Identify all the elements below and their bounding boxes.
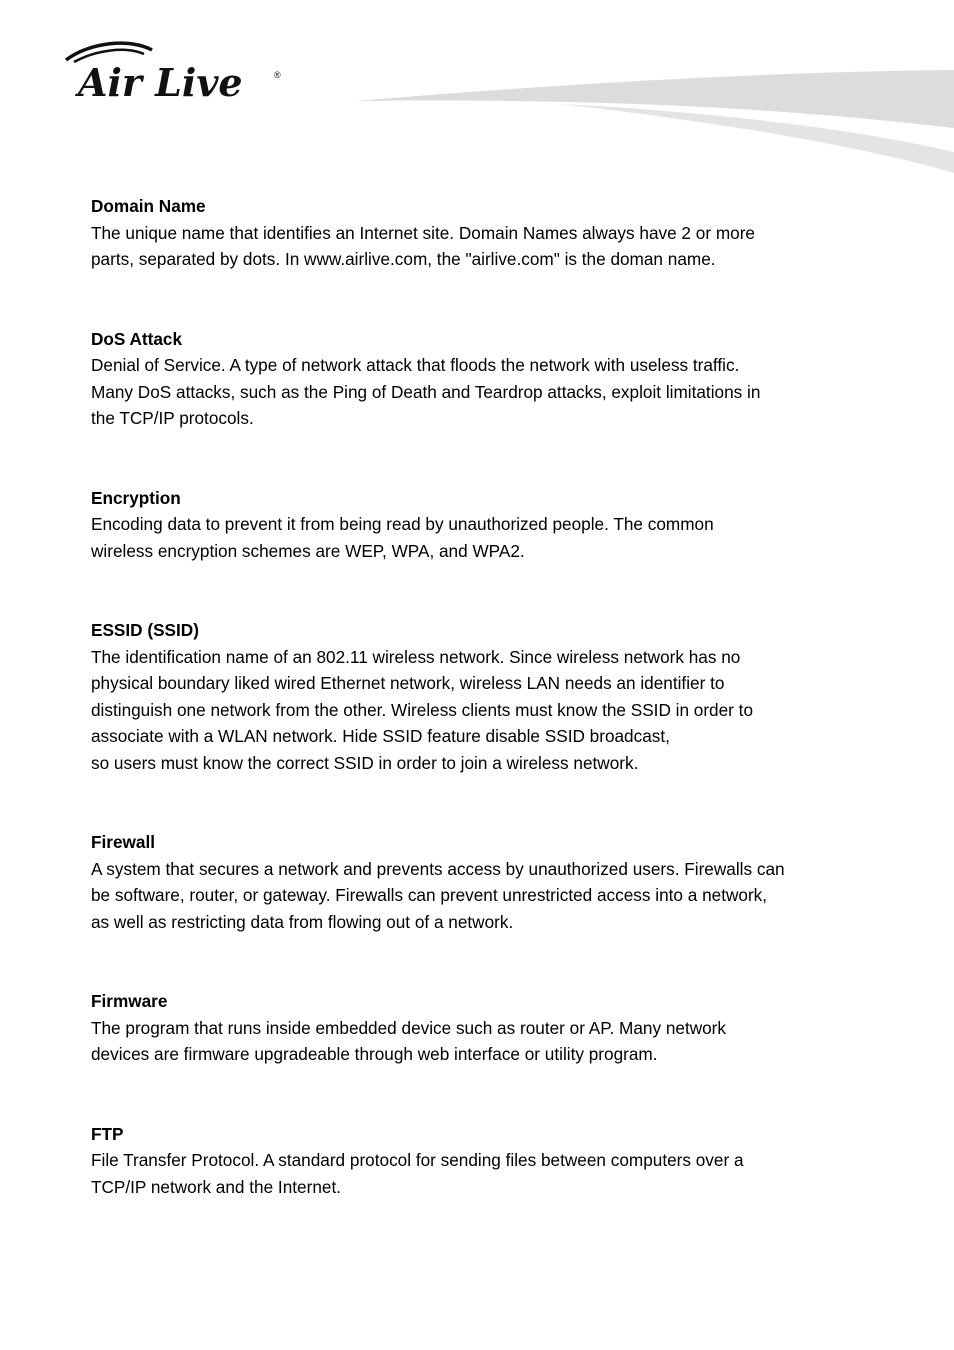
glossary-term: Domain Name bbox=[91, 196, 206, 216]
glossary-entry bbox=[91, 829, 881, 935]
page-header bbox=[0, 0, 954, 190]
glossary-definition: The identification name of an 802.11 wireless network. Since wireless network has no physical boundary liked wired Ethernet network, wireless LAN needs an identifier to distinguish one network from the other. Wireless clients must know the SSID in order to associate with a WLAN network. Hide SSID feature disable SSID broadcast, so users must know the correct SSID in order to join a wireless network. bbox=[91, 646, 754, 773]
glossary-entry bbox=[91, 485, 881, 565]
glossary-definition: Encoding data to prevent it from being read by unauthorized people. The common wireless encryption schemes are WEP, WPA, and WPA2. bbox=[91, 514, 714, 561]
glossary-entry bbox=[91, 1121, 881, 1201]
glossary-definition: Denial of Service. A type of network attack that floods the network with useless traffic. Many DoS attacks, such as the Ping of Death and Teardrop attacks, exploit limitations in the TCP/IP protocols. bbox=[91, 355, 761, 428]
glossary-entry bbox=[91, 326, 881, 432]
glossary-term: FTP bbox=[91, 1123, 124, 1144]
glossary-entry bbox=[91, 617, 881, 776]
airlive-logo bbox=[60, 38, 300, 108]
logo-wordmark: Air Live bbox=[78, 60, 243, 105]
glossary-definition: The unique name that identifies an Internet site. Domain Names always have 2 or more parts, separated by dots. In www.airlive.com, the "airlive.com" is the doman name. bbox=[91, 222, 755, 269]
glossary-term: Firewall bbox=[91, 832, 155, 852]
glossary-term: Firmware bbox=[91, 991, 168, 1011]
logo-registered-mark: ® bbox=[274, 70, 281, 80]
glossary-definition: A system that secures a network and prevents access by unauthorized users. Firewalls can be software, router, or gateway. Firewalls can prevent unrestricted access into a network, as well as restricting data from flowing out of a network. bbox=[91, 858, 785, 932]
glossary-entry bbox=[91, 193, 881, 273]
glossary-term: Encryption bbox=[91, 487, 181, 508]
glossary-definition: File Transfer Protocol. A standard protocol for sending files between computers over a TCP/IP network and the Internet. bbox=[91, 1150, 744, 1197]
glossary-definition: The program that runs inside embedded device such as router or AP. Many network devices are firmware upgradeable through web interface or utility program. bbox=[91, 1017, 727, 1064]
glossary-term: DoS Attack bbox=[91, 328, 183, 349]
glossary-content bbox=[91, 193, 881, 1253]
glossary-entry bbox=[91, 988, 881, 1068]
glossary-term: ESSID (SSID) bbox=[91, 620, 199, 640]
